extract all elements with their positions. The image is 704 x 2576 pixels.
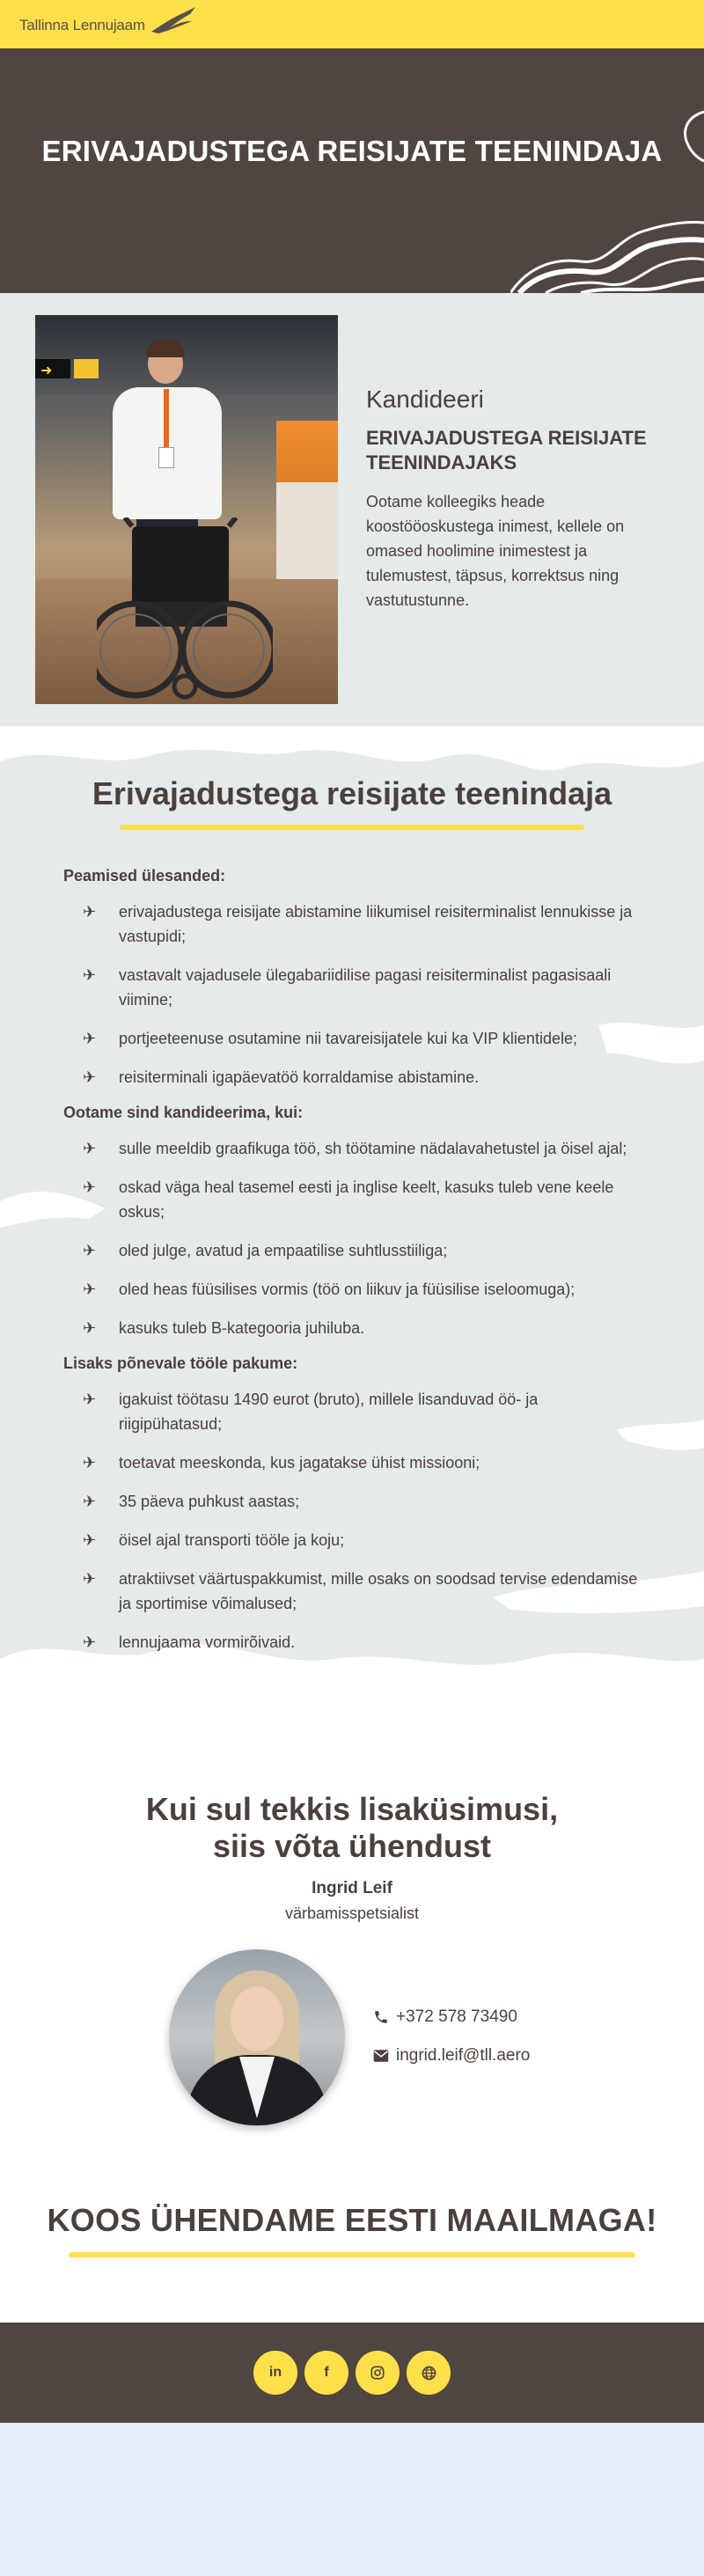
section-heading-tasks: Peamised ülesanded: bbox=[63, 867, 226, 884]
section-heading-requirements: Ootame sind kandideerima, kui: bbox=[63, 1104, 304, 1121]
facebook-button[interactable] bbox=[304, 2351, 348, 2395]
contact-name: Ingrid Leif bbox=[312, 1879, 392, 1897]
decorative-contour-lines bbox=[510, 205, 704, 293]
airplane-icon: ✈ bbox=[83, 1319, 97, 1337]
apply-kicker: Kandideeri bbox=[366, 385, 484, 413]
phone-icon bbox=[373, 2009, 396, 2025]
contact-title-line1: Kui sul tekkis lisaküsimusi, bbox=[145, 1791, 559, 1827]
airplane-icon: ✈ bbox=[83, 1570, 97, 1588]
airplane-icon: ✈ bbox=[83, 1391, 97, 1408]
airplane-icon: ✈ bbox=[83, 1178, 97, 1196]
hero-banner bbox=[0, 48, 704, 293]
contact-title-line2: siis võta ühendust bbox=[212, 1828, 492, 1864]
airplane-icon: ✈ bbox=[83, 1454, 97, 1471]
slogan: KOOS ÜHENDAME EESTI MAAILMAGA! bbox=[47, 2202, 657, 2238]
job-description bbox=[0, 726, 704, 1765]
list-item: ✈ lennujaama vormirõivaid. bbox=[63, 1630, 644, 1655]
page-title: ERIVAJADUSTEGA REISIJATE TEENINDAJA bbox=[41, 135, 663, 167]
airplane-icon: ✈ bbox=[83, 1030, 97, 1047]
top-bar bbox=[0, 0, 704, 48]
list-item: ✈ oled julge, avatud ja empaatilise suhtlusstiiliga; bbox=[63, 1238, 644, 1263]
avatar bbox=[169, 1949, 345, 2125]
instagram-button[interactable] bbox=[356, 2351, 400, 2395]
footer bbox=[0, 2323, 704, 2423]
logo-text: Tallinna Lennujaam bbox=[19, 17, 145, 33]
airplane-icon: ✈ bbox=[83, 1281, 97, 1298]
list-item: ✈ öisel ajal transporti tööle ja koju; bbox=[63, 1528, 644, 1552]
airplane-icon: ✈ bbox=[83, 1068, 97, 1086]
social-links bbox=[0, 2351, 704, 2395]
contact-role: värbamisspetsialist bbox=[284, 1904, 420, 1922]
email-address: ingrid.leif@tll.aero bbox=[396, 2046, 531, 2065]
airplane-icon: ✈ bbox=[83, 903, 97, 921]
airplane-icon: ✈ bbox=[83, 1140, 97, 1157]
slogan-underline bbox=[69, 2252, 635, 2257]
list-item: ✈ oled heas füüsilises vormis (töö on liikuv ja füüsilise iseloomuga); bbox=[63, 1277, 644, 1302]
website-button[interactable] bbox=[407, 2351, 451, 2395]
section-heading-offer: Lisaks põnevale tööle pakume: bbox=[63, 1354, 298, 1372]
employee-photo: ➜ bbox=[35, 315, 338, 704]
list-item: ✈ kasuks tuleb B-kategooria juhiluba. bbox=[63, 1316, 644, 1340]
apply-block bbox=[366, 385, 656, 613]
envelope-icon bbox=[373, 2049, 396, 2063]
airplane-icon: ✈ bbox=[83, 1242, 97, 1259]
list-item: ✈ atraktiivset väärtuspakkumist, mille osaks on soodsad tervise edendamise ja sportimise võimalused; bbox=[63, 1567, 644, 1616]
list-item: ✈ vastavalt vajadusele ülegabariidilise pagasi reisiterminalist pagasisaali viimine; bbox=[63, 963, 644, 1012]
facebook-icon: f bbox=[324, 2365, 329, 2380]
contact-section bbox=[0, 1765, 704, 2323]
page-bottom-area bbox=[0, 2423, 704, 2576]
wheelchair-icon bbox=[97, 517, 273, 702]
airplane-icon: ✈ bbox=[83, 966, 97, 984]
title-underline bbox=[120, 825, 584, 830]
swallow-icon bbox=[150, 5, 197, 35]
list-item: ✈ sulle meeldib graafikuga töö, sh töötamine nädalavahetustel ja öisel ajal; bbox=[63, 1136, 644, 1161]
phone-number: +372 578 73490 bbox=[396, 2007, 517, 2026]
section-title: Erivajadustega reisijate teenindaja bbox=[92, 775, 612, 811]
globe-icon bbox=[422, 2366, 436, 2381]
airplane-icon: ✈ bbox=[83, 1531, 97, 1549]
list-item: ✈ oskad väga heal tasemel eesti ja inglise keelt, kasuks tuleb vene keele oskus; bbox=[63, 1175, 644, 1224]
apply-description: Ootame kolleegiks heade koostööoskustega inimest, kellele on omased hoolimine inimestest ja tulemustest, täpsus, korrektsus ning vastutustunne. bbox=[366, 493, 625, 609]
job-content bbox=[63, 867, 644, 1669]
airplane-icon: ✈ bbox=[83, 1493, 97, 1510]
phone-link[interactable] bbox=[373, 2005, 530, 2029]
list-item: ✈ portjeeteenuse osutamine nii tavareisijatele kui ka VIP klientidele; bbox=[63, 1026, 644, 1051]
linkedin-button[interactable] bbox=[253, 2351, 297, 2395]
list-item: ✈ toetavat meeskonda, kus jagatakse ühist missiooni; bbox=[63, 1450, 644, 1475]
instagram-icon bbox=[370, 2366, 385, 2380]
airplane-icon: ✈ bbox=[83, 1633, 97, 1651]
linkedin-icon: in bbox=[268, 2365, 282, 2380]
email-link[interactable] bbox=[373, 2044, 530, 2068]
list-item: ✈ reisiterminali igapäevatöö korraldamise abistamine. bbox=[63, 1065, 644, 1090]
list-item: ✈ erivajadustega reisijate abistamine liikumisel reisiterminalist lennukisse ja vastupidi; bbox=[63, 899, 644, 949]
decorative-lines bbox=[678, 110, 704, 163]
logo[interactable] bbox=[19, 11, 145, 40]
contact-title bbox=[0, 1791, 704, 1865]
intro-section bbox=[0, 293, 704, 726]
list-item: ✈ igakuist töötasu 1490 eurot (bruto), millele lisanduvad öö- ja riigipühatasud; bbox=[63, 1387, 644, 1436]
list-item: ✈ 35 päeva puhkust aastas; bbox=[63, 1489, 644, 1514]
apply-title: ERIVAJADUSTEGA REISIJATE TEENINDAJAKS bbox=[366, 427, 647, 473]
contact-details bbox=[373, 2005, 530, 2082]
